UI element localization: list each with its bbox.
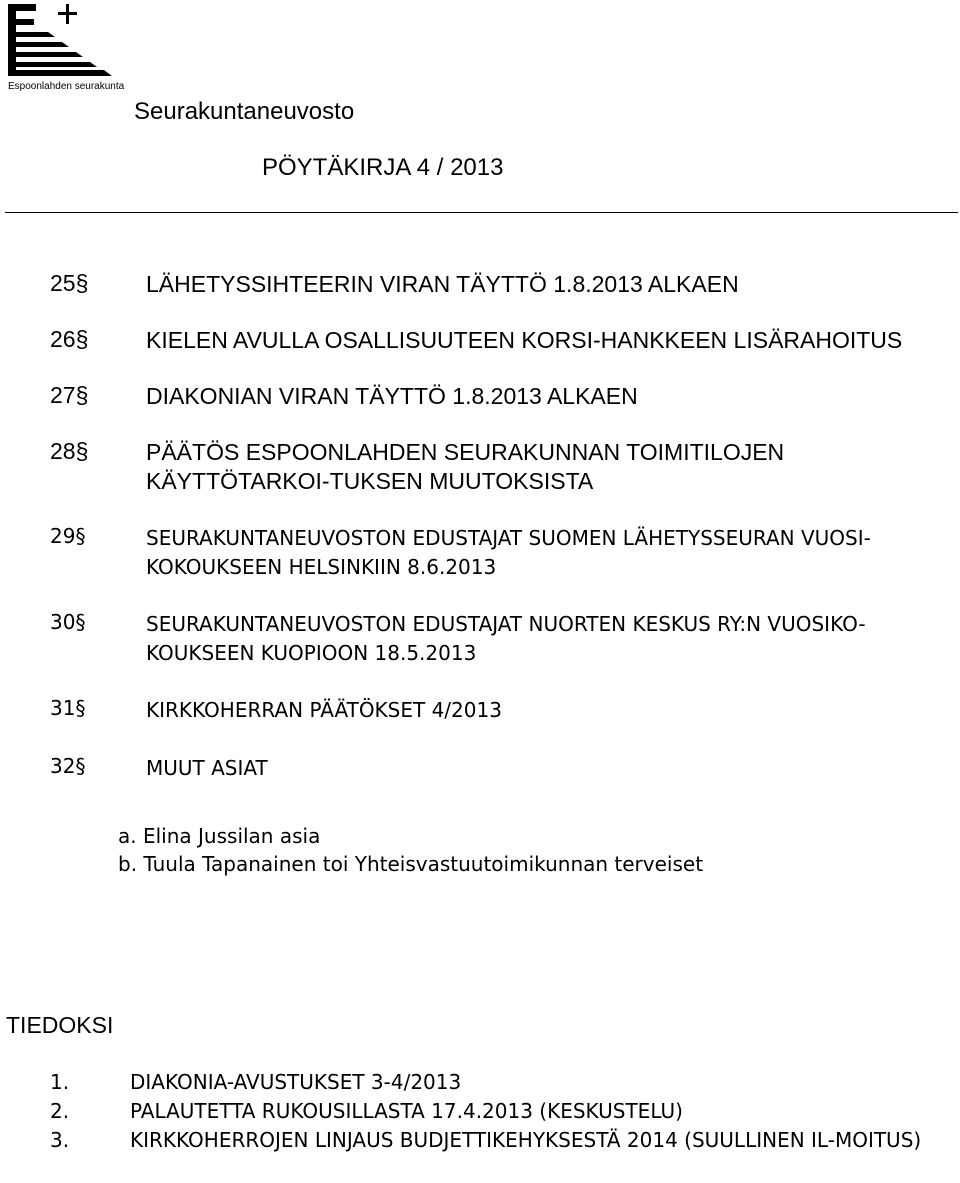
agenda-item-title: LÄHETYSSIHTEERIN VIRAN TÄYTTÖ 1.8.2013 ALKAEN bbox=[146, 271, 739, 297]
other-matters-list bbox=[118, 822, 703, 878]
info-heading: TIEDOKSI bbox=[6, 1012, 114, 1038]
agenda-item bbox=[50, 382, 950, 411]
agenda-item-title: DIAKONIAN VIRAN TÄYTTÖ 1.8.2013 ALKAEN bbox=[146, 383, 638, 409]
agenda-item bbox=[50, 438, 950, 496]
agenda-item-number: 26§ bbox=[50, 326, 89, 352]
logo-text: Espoonlahden seurakunta bbox=[8, 81, 125, 92]
agenda-item-title: SEURAKUNTANEUVOSTON EDUSTAJAT NUORTEN KESKUS RY:N VUOSIKO-KOUKSEEN KUOPIOON 18.5.2013 bbox=[146, 612, 866, 665]
list-item-number: 2. bbox=[50, 1099, 70, 1123]
list-item bbox=[118, 850, 703, 878]
list-item-number: 3. bbox=[50, 1128, 70, 1152]
agenda-item bbox=[50, 326, 950, 355]
agenda-item-title: KIELEN AVULLA OSALLISUUTEEN KORSI-HANKKEEN LISÄRAHOITUS bbox=[146, 327, 903, 353]
agenda-item-number: 28§ bbox=[50, 438, 89, 464]
document-title: PÖYTÄKIRJA 4 / 2013 bbox=[262, 154, 504, 181]
agenda-item-title: KIRKKOHERRAN PÄÄTÖKSET 4/2013 bbox=[146, 698, 502, 722]
header-divider bbox=[5, 212, 958, 213]
agenda-item-number: 30§ bbox=[50, 610, 86, 634]
agenda-list bbox=[50, 270, 950, 783]
list-item-text: Elina Jussilan asia bbox=[142, 824, 321, 848]
agenda-item bbox=[50, 610, 950, 668]
list-item-text: Tuula Tapanainen toi Yhteisvastuutoimikunnan terveiset bbox=[143, 852, 704, 876]
list-item-marker: a. bbox=[118, 824, 137, 848]
agenda-item-number: 29§ bbox=[50, 524, 86, 548]
agenda-item-number: 27§ bbox=[50, 382, 89, 408]
organization-name: Seurakuntaneuvosto bbox=[134, 98, 355, 125]
list-item-text: KIRKKOHERROJEN LINJAUS BUDJETTIKEHYKSESTÄ 2014 (SUULLINEN IL-MOITUS) bbox=[130, 1128, 922, 1152]
agenda-item bbox=[50, 524, 950, 582]
agenda-item bbox=[50, 696, 950, 725]
agenda-item-number: 25§ bbox=[50, 270, 89, 296]
agenda-item bbox=[50, 754, 950, 783]
info-list bbox=[50, 1068, 930, 1155]
list-item bbox=[50, 1068, 930, 1097]
agenda-item-title: SEURAKUNTANEUVOSTON EDUSTAJAT SUOMEN LÄHETYSSEURAN VUOSI-KOKOUKSEEN HELSINKIIN 8.6.2013 bbox=[146, 526, 871, 579]
list-item bbox=[118, 822, 703, 850]
agenda-item-title: MUUT ASIAT bbox=[146, 756, 268, 780]
list-item-text: DIAKONIA-AVUSTUKSET 3-4/2013 bbox=[130, 1070, 462, 1094]
list-item-text: PALAUTETTA RUKOUSILLASTA 17.4.2013 (KESKUSTELU) bbox=[130, 1099, 683, 1123]
agenda-item bbox=[50, 270, 950, 299]
list-item bbox=[50, 1126, 930, 1155]
agenda-item-number: 31§ bbox=[50, 696, 86, 720]
agenda-item-title: PÄÄTÖS ESPOONLAHDEN SEURAKUNNAN TOIMITILOJEN KÄYTTÖTARKOI-TUKSEN MUUTOKSISTA bbox=[146, 439, 785, 494]
agenda-item-number: 32§ bbox=[50, 754, 86, 778]
list-item-number: 1. bbox=[50, 1070, 70, 1094]
list-item bbox=[50, 1097, 930, 1126]
list-item-marker: b. bbox=[118, 852, 138, 876]
